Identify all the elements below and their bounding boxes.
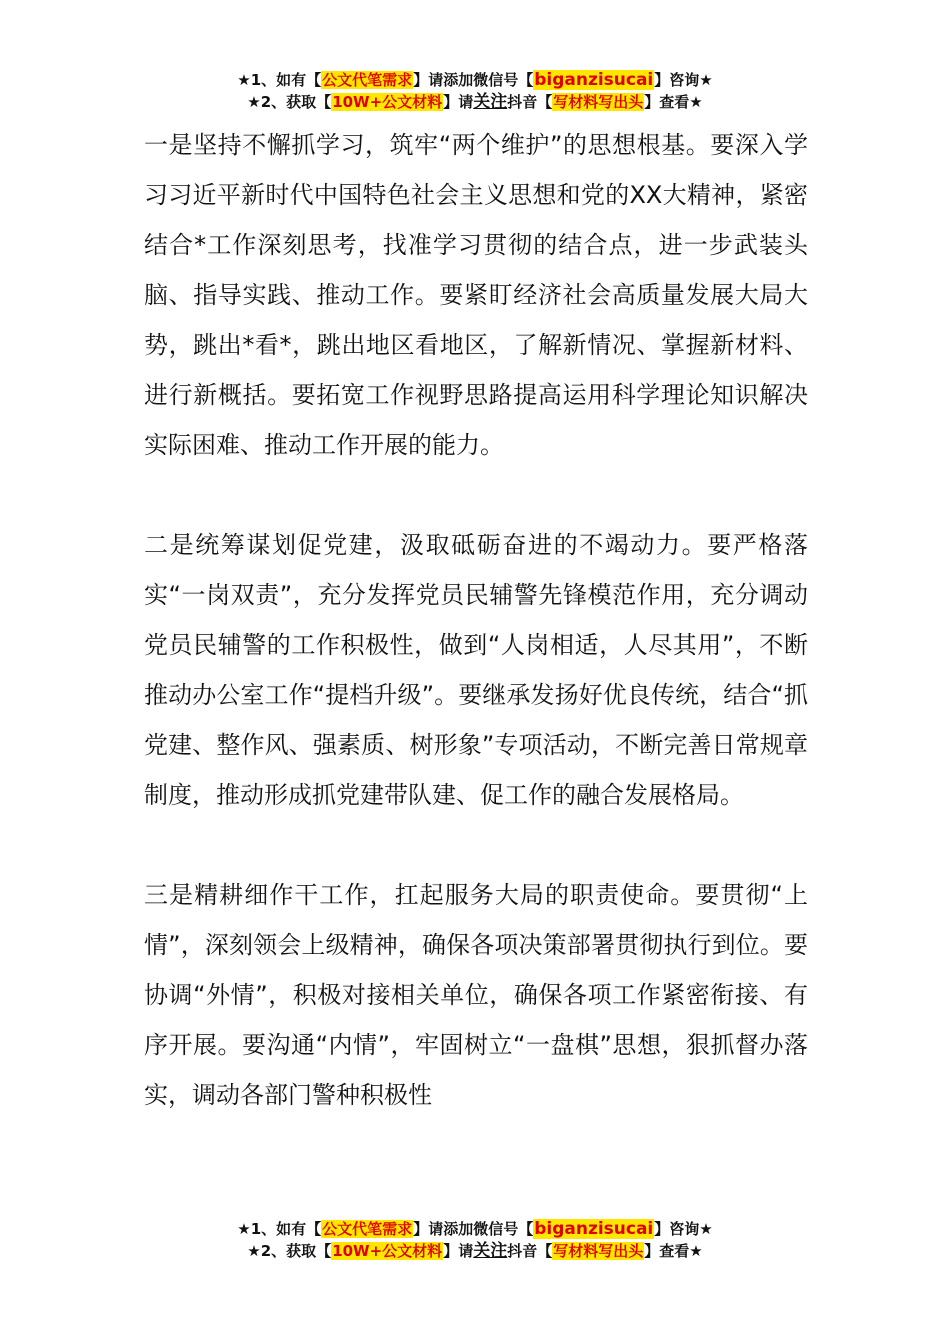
footer-banner xyxy=(0,1218,950,1262)
banner-text: ★2、获取【 xyxy=(247,93,332,111)
banner-highlight: 10W+公文材料 xyxy=(332,93,443,111)
douyin-id-highlight: 写材料写出头 xyxy=(553,1242,644,1260)
banner-text: ★1、如有【 xyxy=(237,1220,322,1238)
douyin-id-highlight: 写材料写出头 xyxy=(553,93,644,111)
banner-text: ★2、获取【 xyxy=(247,1242,332,1260)
banner-text: 抖音【 xyxy=(507,93,553,111)
banner-text: ★1、如有【 xyxy=(237,71,322,89)
banner-highlight: 公文代笔需求 xyxy=(322,1220,413,1238)
wechat-id-highlight: biganzisucai xyxy=(534,1219,654,1239)
banner-line-1 xyxy=(0,69,950,91)
paragraph-1: 一是坚持不懈抓学习，筑牢“两个维护”的思想根基。要深入学习习近平新时代中国特色社会主义思想和党的XX大精神，紧密结合*工作深刻思考，找准学习贯彻的结合点，进一步武装头脑、指导实践、推动工作。要紧盯经济社会高质量发展大局大势，跳出*看*，跳出地区看地区，了解新情况、掌握新材料、进行新概括。要拓宽工作视野思路提高运用科学理论知识解决实际困难、推动工作开展的能力。 xyxy=(144,131,808,459)
banner-text: 】查看★ xyxy=(644,1242,703,1260)
banner-text: 】查看★ xyxy=(644,93,703,111)
paragraph-3: 三是精耕细作干工作，扛起服务大局的职责使命。要贯彻“上情”，深刻领会上级精神，确保各项决策部署贯彻执行到位。要协调“外情”，积极对接相关单位，确保各项工作紧密衔接、有序开展。要沟通“内情”，牢固树立“一盘棋”思想，狠抓督办落实，调动各部门警种积极性 xyxy=(144,881,808,1109)
banner-text: 抖音【 xyxy=(507,1242,553,1260)
banner-text: 】请添加微信号【 xyxy=(413,71,534,89)
banner-emphasis: 关注 xyxy=(473,92,508,112)
paragraph-2: 二是统筹谋划促党建，汲取砥砺奋进的不竭动力。要严格落实“一岗双责”，充分发挥党员民辅警先锋模范作用，充分调动党员民辅警的工作积极性，做到“人岗相适，人尽其用”，不断推动办公室工作“提档升级”。要继承发扬好优良传统，结合“抓党建、整作风、强素质、树形象”专项活动，不断完善日常规章制度，推动形成抓党建带队建、促工作的融合发展格局。 xyxy=(144,531,808,809)
banner-emphasis: 关注 xyxy=(473,1241,508,1261)
header-banner xyxy=(0,69,950,113)
wechat-id-highlight: biganzisucai xyxy=(534,70,654,90)
banner-text: 】咨询★ xyxy=(654,71,713,89)
banner-line-2 xyxy=(0,91,950,113)
banner-text: 】请 xyxy=(443,93,474,111)
banner-text: 】咨询★ xyxy=(654,1220,713,1238)
banner-text: 】请 xyxy=(443,1242,474,1260)
banner-highlight: 10W+公文材料 xyxy=(332,1242,443,1260)
document-body xyxy=(144,120,808,1120)
banner-line-1 xyxy=(0,1218,950,1240)
banner-highlight: 公文代笔需求 xyxy=(322,71,413,89)
banner-line-2 xyxy=(0,1240,950,1262)
banner-text: 】请添加微信号【 xyxy=(413,1220,534,1238)
